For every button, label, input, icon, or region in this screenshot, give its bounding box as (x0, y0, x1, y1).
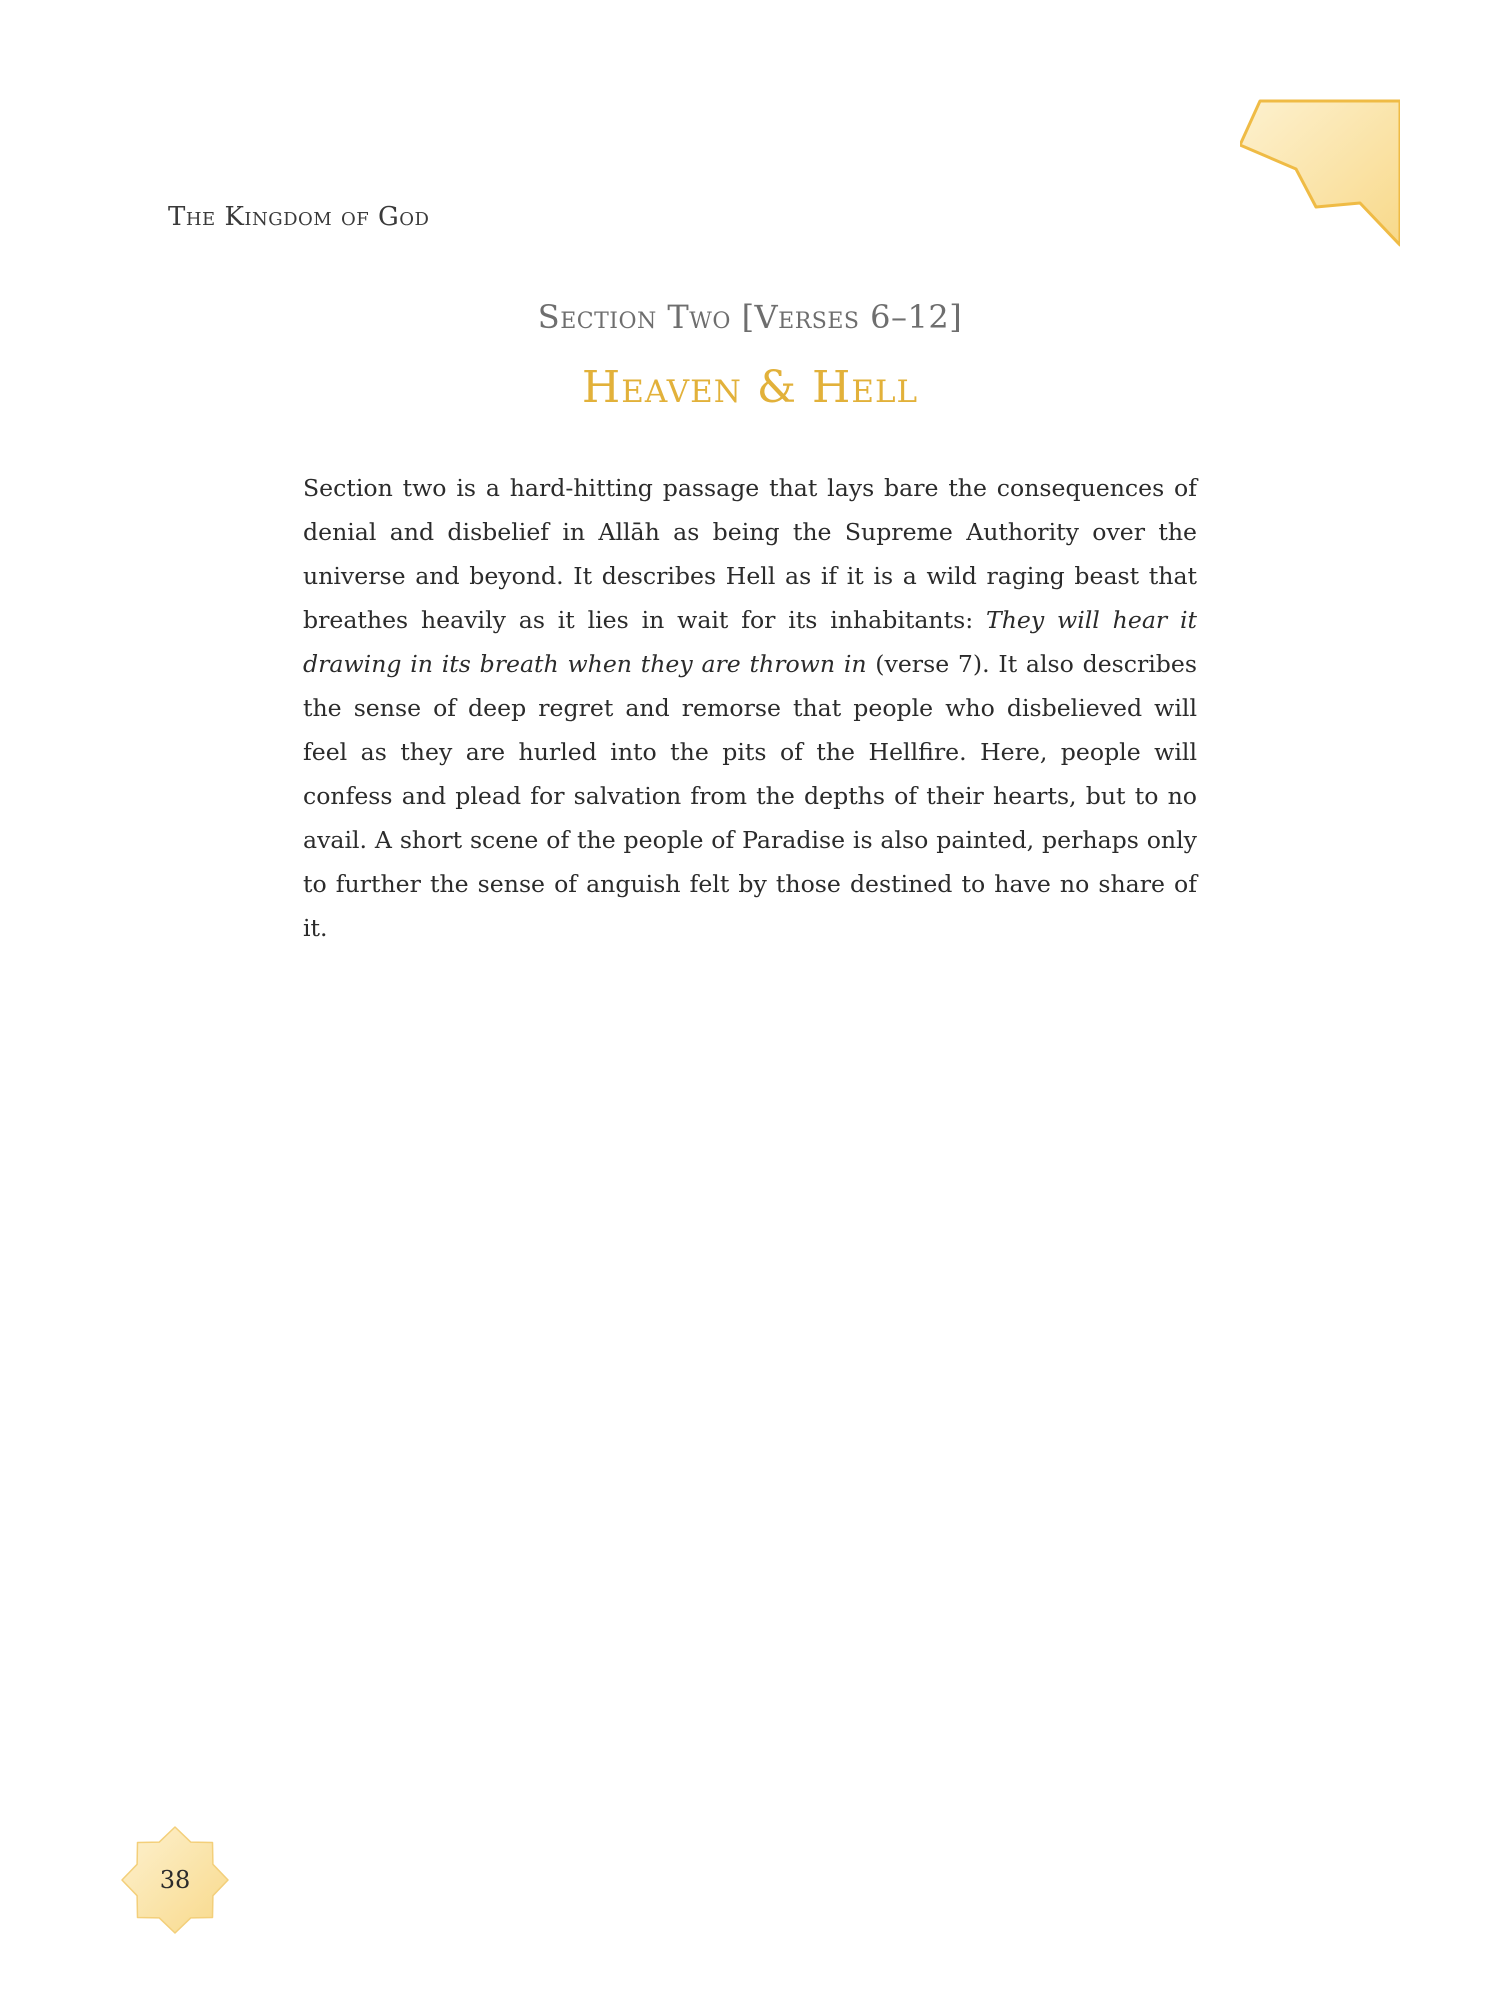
body-text-part-2: (verse 7). It also describes the sense of deep regret and remorse that people who disbelieved will feel as they are hurled into the pits of the Hellfire. Here, people will confess and plead for salvation from the depths of their hearts, but to no avail. A short scene of the people of Paradise is also painted, perhaps only to further the sense of anguish felt by those destined to have no share of it. (303, 650, 1197, 942)
quran-quote: They will hear it drawing in its breath when they are thrown in (303, 606, 1197, 678)
page-number: 38 (159, 1866, 191, 1894)
section-title: Heaven & Hell (581, 362, 919, 413)
running-header-title: The Kingdom of God (168, 202, 430, 232)
body-paragraph (303, 466, 1197, 950)
body-text-part-1: Section two is a hard-hitting passage that lays bare the consequences of denial and disbelief in Allāh as being the Supreme Authority over the universe and beyond. It describes Hell as if it is a wild raging beast that breathes heavily as it lies in wait for its inhabitants: (303, 474, 1197, 634)
corner-star-ornament (1240, 95, 1400, 255)
section-label: Section Two [Verses 6–12] (537, 298, 963, 336)
